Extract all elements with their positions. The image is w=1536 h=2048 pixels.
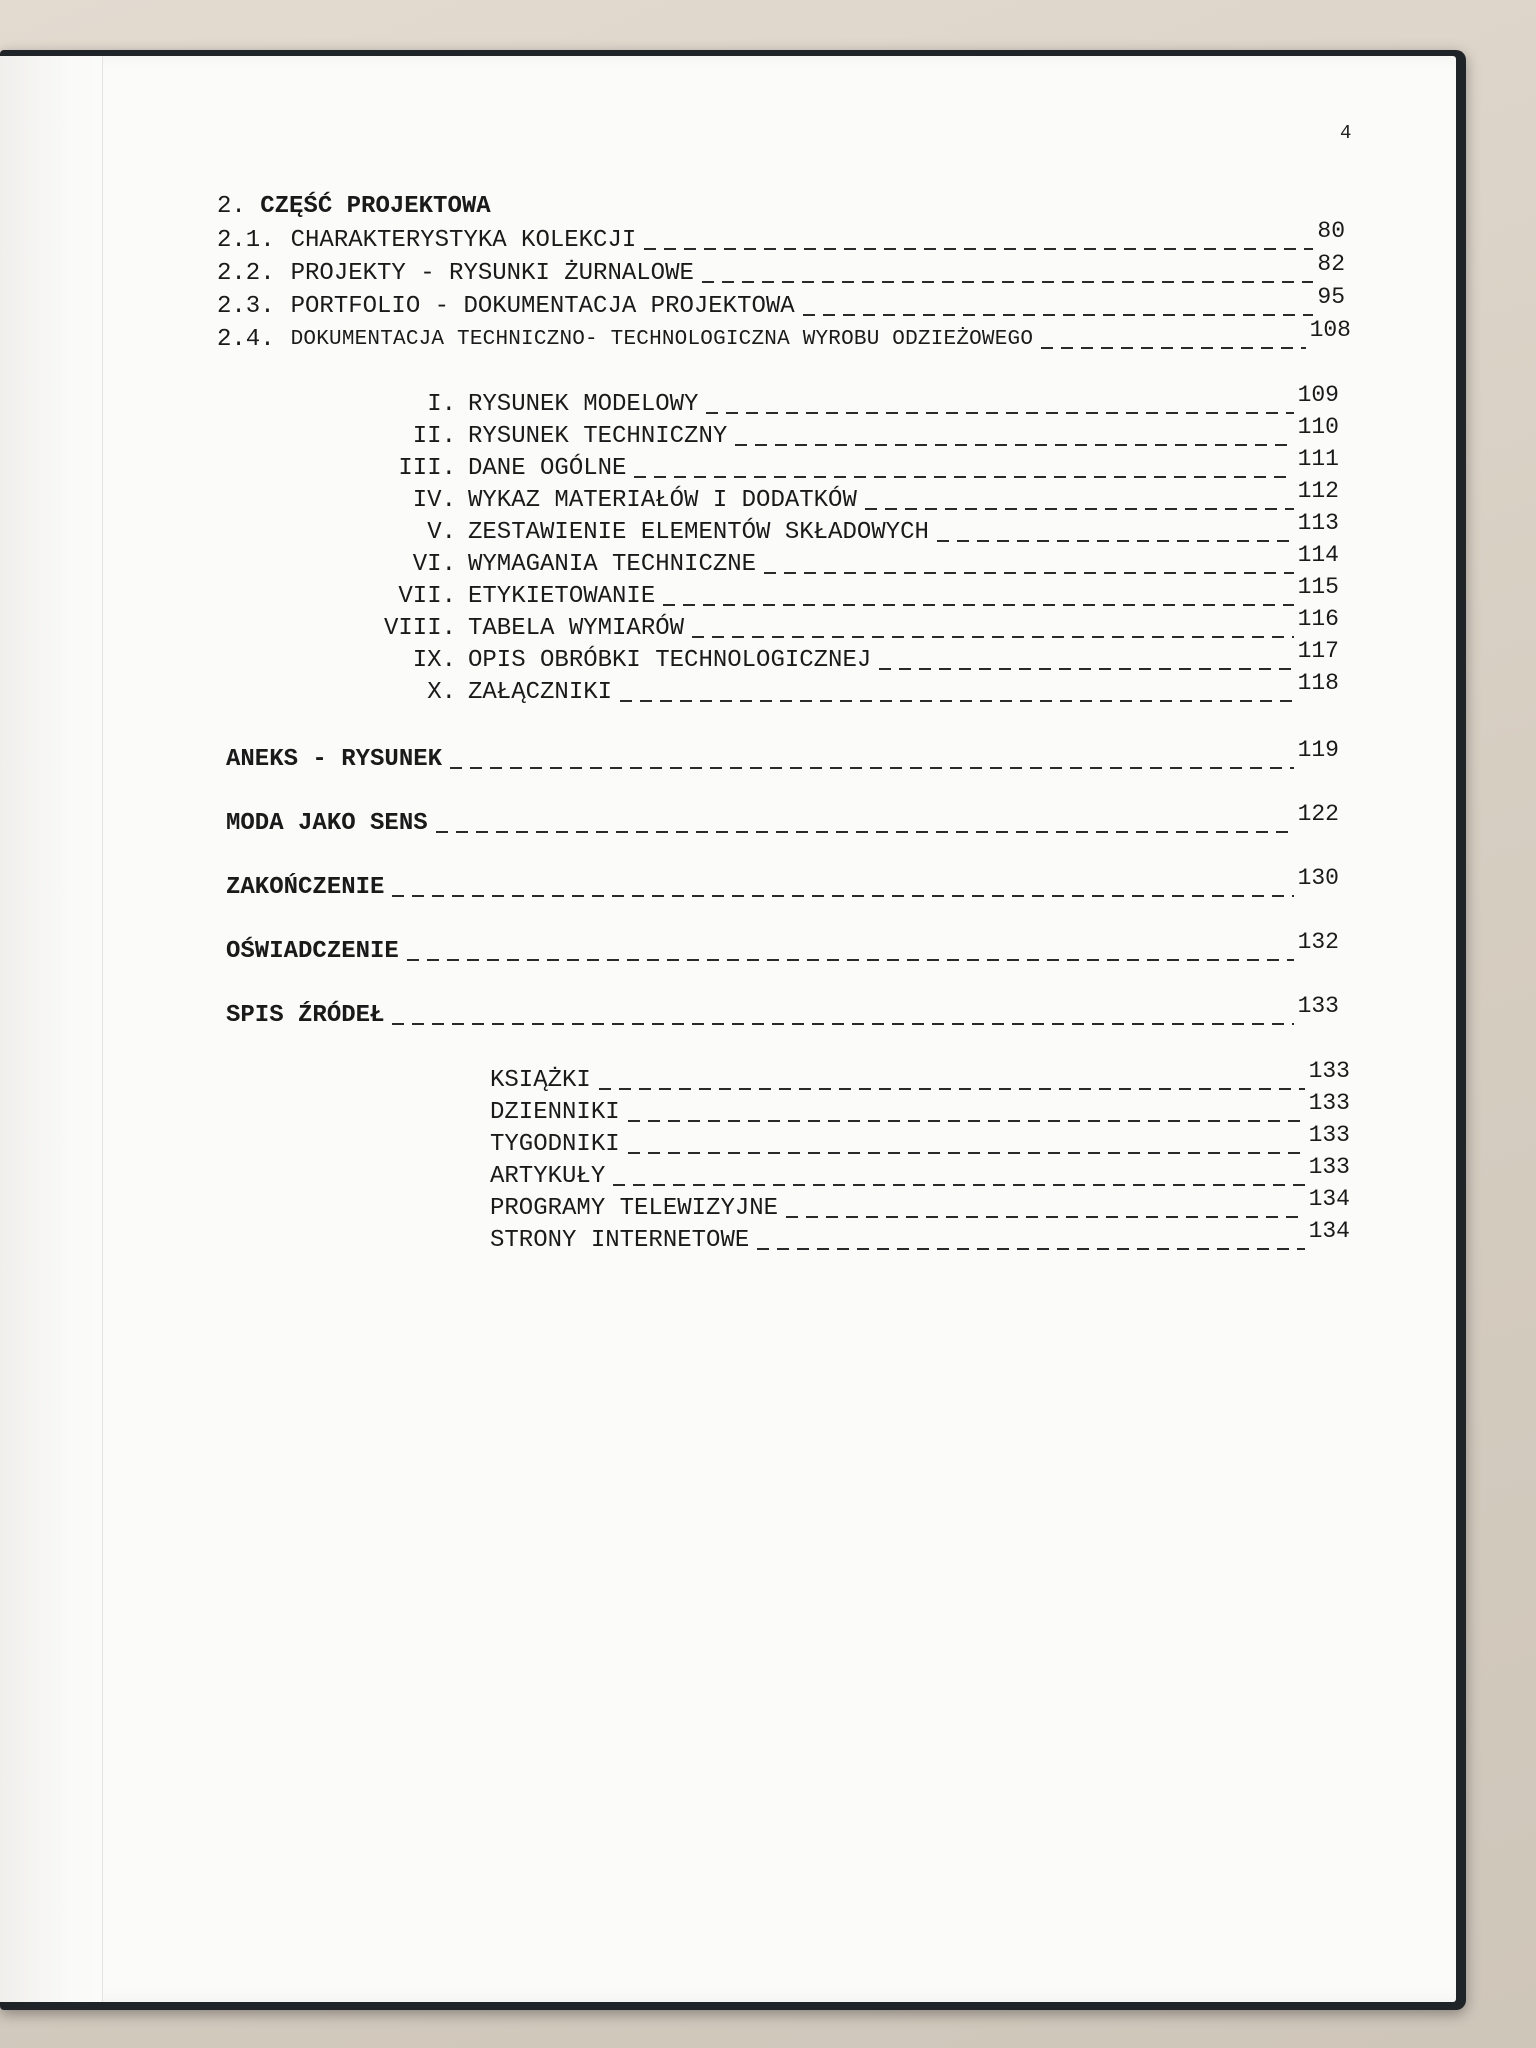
dot-leader (663, 582, 1293, 612)
toc-entry-spis-zrodel (226, 993, 1339, 1031)
dot-leader (644, 226, 1313, 256)
toc-entry-title: DZIENNIKI (490, 1099, 620, 1126)
toc-entry-number: 2.3. (217, 293, 275, 320)
toc-entry-2-3 (217, 284, 1345, 322)
dot-leader (392, 1001, 1293, 1031)
dot-leader (702, 259, 1314, 289)
toc-entry-title: OŚWIADCZENIE (226, 938, 399, 965)
toc-entry-page: 122 (1297, 801, 1339, 827)
toc-entry-title: KSIĄŻKI (490, 1067, 591, 1094)
dot-leader (620, 678, 1294, 708)
toc-entry-number: VI. (412, 551, 456, 578)
toc-entry-page: 115 (1297, 574, 1339, 600)
toc-entry-page: 133 (1297, 993, 1339, 1019)
toc-entry-page: 110 (1297, 414, 1339, 440)
toc-entry-strony (490, 1218, 1350, 1256)
toc-entry-page: 119 (1297, 737, 1339, 763)
toc-entry-number: IV. (412, 487, 456, 514)
toc-entry-2-2 (217, 251, 1345, 289)
toc-entry-title: ZAKOŃCZENIE (226, 874, 385, 901)
toc-entry-page: 113 (1297, 510, 1339, 536)
toc-entry-doc-1 (344, 382, 1339, 420)
toc-entry-title: TABELA WYMIARÓW (468, 615, 685, 642)
toc-entry-title: ZESTAWIENIE ELEMENTÓW SKŁADOWYCH (468, 519, 929, 546)
dot-leader (634, 454, 1293, 484)
dot-leader (628, 1098, 1305, 1128)
dot-leader (1041, 325, 1305, 355)
dot-leader (692, 614, 1294, 644)
toc-entry-page: 134 (1308, 1218, 1350, 1244)
toc-entry-number: VII. (398, 583, 456, 610)
dot-leader (599, 1066, 1305, 1096)
toc-entry-page: 133 (1308, 1154, 1350, 1180)
section-heading (217, 193, 491, 220)
toc-entry-2-4 (217, 317, 1351, 355)
toc-entry-title: PROGRAMY TELEWIZYJNE (490, 1195, 779, 1222)
dot-leader (436, 809, 1294, 839)
toc-entry-doc-9 (344, 638, 1339, 676)
toc-entry-page: 134 (1308, 1186, 1350, 1212)
toc-entry-title: WYKAZ MATERIAŁÓW I DODATKÓW (468, 487, 857, 514)
dot-leader (706, 390, 1293, 420)
dot-leader (786, 1194, 1305, 1224)
toc-entry-page: 118 (1297, 670, 1339, 696)
dot-leader (879, 646, 1293, 676)
toc-entry-programy (490, 1186, 1350, 1224)
toc-entry-number: IX. (412, 647, 456, 674)
toc-entry-page: 80 (1317, 218, 1345, 244)
toc-entry-title: RYSUNEK TECHNICZNY (468, 423, 728, 450)
toc-entry-title: TYGODNIKI (490, 1131, 620, 1158)
toc-entry-title: OPIS OBRÓBKI TECHNOLOGICZNEJ (468, 647, 872, 674)
toc-entry-aneks (226, 737, 1339, 775)
toc-entry-doc-6 (344, 542, 1339, 580)
toc-entry-number: VIII. (383, 615, 456, 642)
toc-entry-number: I. (427, 391, 456, 418)
dot-leader (628, 1130, 1305, 1160)
toc-entry-doc-8 (344, 606, 1339, 644)
toc-entry-page: 111 (1297, 446, 1339, 472)
page-number: 4 (1340, 122, 1352, 144)
dot-leader (392, 873, 1293, 903)
toc-entry-doc-3 (344, 446, 1339, 484)
dot-leader (764, 550, 1294, 580)
toc-entry-page: 133 (1308, 1058, 1350, 1084)
toc-entry-title: ETYKIETOWANIE (468, 583, 656, 610)
toc-entry-oswiadczenie (226, 929, 1339, 967)
toc-entry-tygodniki (490, 1122, 1350, 1160)
toc-entry-artykuly (490, 1154, 1350, 1192)
dot-leader (865, 486, 1294, 516)
toc-entry-doc-10 (344, 670, 1339, 708)
dot-leader (937, 518, 1294, 548)
toc-entry-title: MODA JAKO SENS (226, 810, 428, 837)
dot-leader (450, 745, 1294, 775)
toc-entry-page: 95 (1317, 284, 1345, 310)
toc-entry-doc-5 (344, 510, 1339, 548)
toc-entry-page: 133 (1308, 1090, 1350, 1116)
toc-entry-number: III. (398, 455, 456, 482)
toc-entry-number: 2.2. (217, 260, 275, 287)
section-number: 2. (217, 193, 246, 220)
toc-entry-title: STRONY INTERNETOWE (490, 1227, 750, 1254)
toc-entry-title: DOKUMENTACJA TECHNICZNO- TECHNOLOGICZNA WYROBU ODZIEŻOWEGO (290, 328, 1034, 351)
toc-entry-doc-4 (344, 478, 1339, 516)
dot-leader (757, 1226, 1304, 1256)
toc-entry-title: RYSUNEK MODELOWY (468, 391, 699, 418)
toc-entry-page: 130 (1297, 865, 1339, 891)
toc-entry-title: ZAŁĄCZNIKI (468, 679, 613, 706)
toc-entry-moda (226, 801, 1339, 839)
dot-leader (735, 422, 1293, 452)
toc-entry-ksiazki (490, 1058, 1350, 1096)
toc-entry-title: SPIS ŹRÓDEŁ (226, 1002, 385, 1029)
toc-entry-number: X. (427, 679, 456, 706)
toc-entry-number: II. (412, 423, 456, 450)
toc-entry-doc-2 (344, 414, 1339, 452)
toc-entry-page: 116 (1297, 606, 1339, 632)
toc-entry-page: 82 (1317, 251, 1345, 277)
toc-entry-page: 132 (1297, 929, 1339, 955)
toc-entry-page: 112 (1297, 478, 1339, 504)
toc-entry-number: V. (427, 519, 456, 546)
toc-entry-page: 117 (1297, 638, 1339, 664)
toc-entry-title: WYMAGANIA TECHNICZNE (468, 551, 757, 578)
toc-entry-title: CHARAKTERYSTYKA KOLEKCJI (290, 227, 637, 254)
toc-entry-title: PROJEKTY - RYSUNKI ŻURNALOWE (290, 260, 694, 287)
dot-leader (803, 292, 1314, 322)
toc-entry-title: PORTFOLIO - DOKUMENTACJA PROJEKTOWA (290, 293, 795, 320)
toc-entry-page: 114 (1297, 542, 1339, 568)
toc-entry-2-1 (217, 218, 1345, 256)
toc-entry-title: ARTYKUŁY (490, 1163, 606, 1190)
toc-entry-title: ANEKS - RYSUNEK (226, 746, 443, 773)
toc-entry-page: 133 (1308, 1122, 1350, 1148)
toc-entry-title: DANE OGÓLNE (468, 455, 627, 482)
toc-entry-zakonczenie (226, 865, 1339, 903)
dot-leader (613, 1162, 1304, 1192)
toc-entry-number: 2.1. (217, 227, 275, 254)
toc-entry-number: 2.4. (217, 326, 275, 353)
toc-entry-page: 108 (1309, 317, 1351, 343)
dot-leader (407, 937, 1294, 967)
page-gutter (0, 56, 103, 2002)
toc-entry-dzienniki (490, 1090, 1350, 1128)
section-title: CZĘŚĆ PROJEKTOWA (260, 193, 491, 220)
toc-entry-page: 109 (1297, 382, 1339, 408)
toc-entry-doc-7 (344, 574, 1339, 612)
